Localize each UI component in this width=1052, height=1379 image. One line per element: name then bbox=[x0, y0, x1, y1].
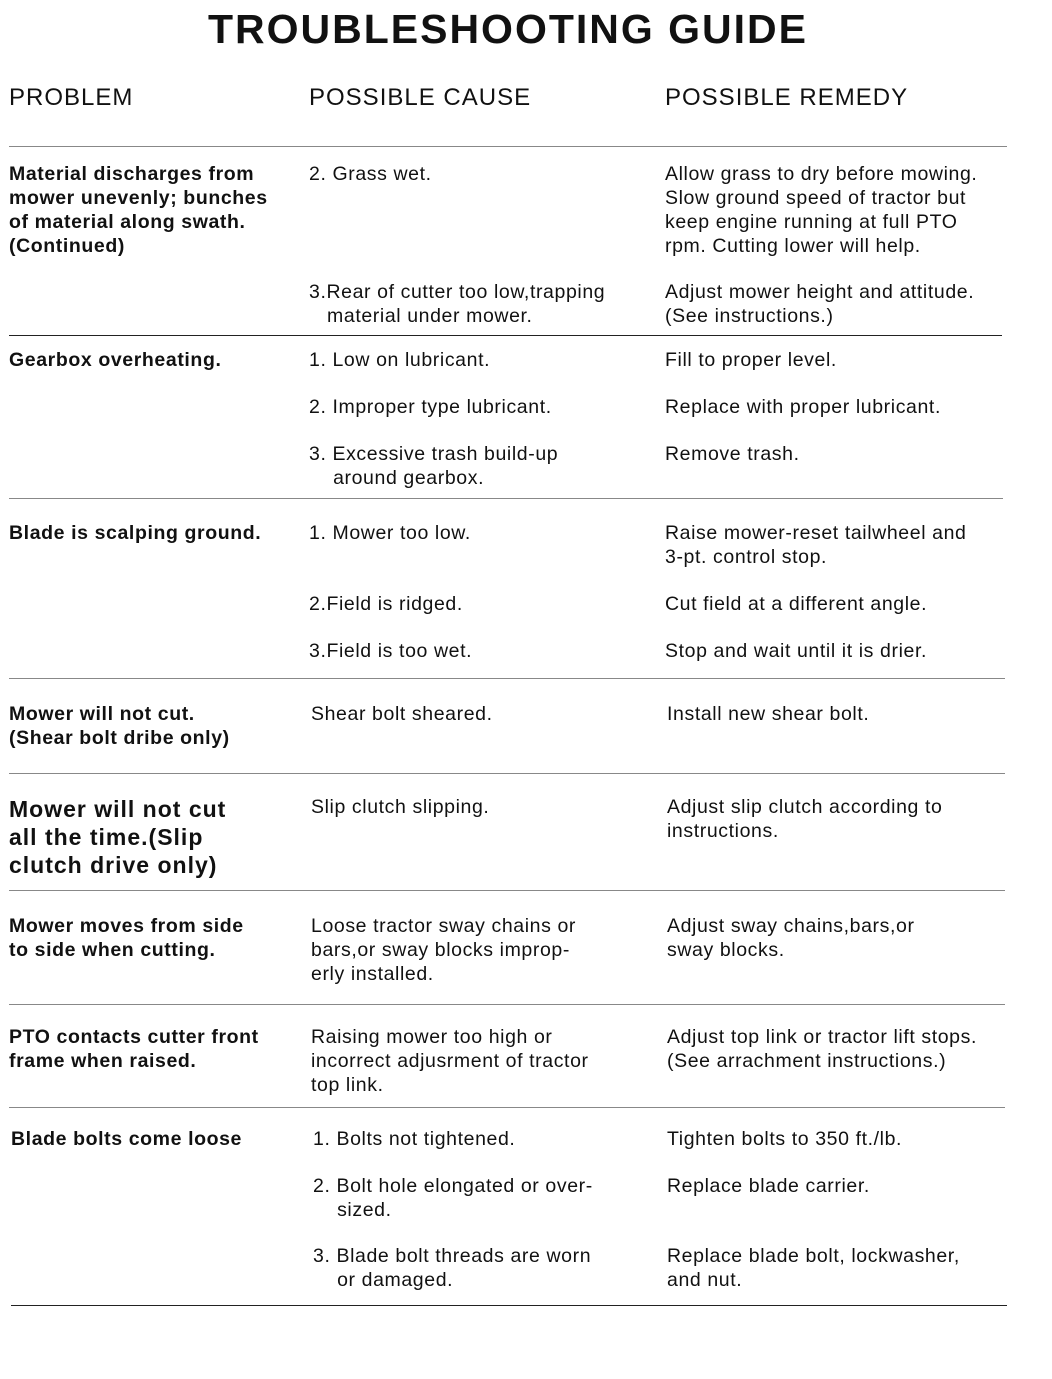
remedy-text: Adjust mower height and attitude. (See instructions.) bbox=[665, 281, 975, 327]
cause-text: 2. Grass wet. bbox=[309, 163, 432, 185]
remedy-text: Adjust slip clutch according to instructions. bbox=[667, 796, 943, 842]
problem-text: Gearbox overheating. bbox=[9, 349, 222, 371]
remedy-text: Replace with proper lubricant. bbox=[665, 396, 941, 418]
cause-text: 1. Mower too low. bbox=[309, 522, 471, 544]
remedy-text: Tighten bolts to 350 ft./lb. bbox=[667, 1128, 903, 1150]
column-header-remedy: POSSIBLE REMEDY bbox=[665, 84, 909, 111]
problem-text: Mower will not cut. (Shear bolt dribe only) bbox=[9, 703, 230, 749]
cause-text: 1. Low on lubricant. bbox=[309, 349, 491, 371]
remedy-text: Replace blade bolt, lockwasher, and nut. bbox=[667, 1245, 960, 1291]
header-divider bbox=[9, 146, 1007, 147]
column-header-problem: PROBLEM bbox=[9, 84, 134, 111]
cause-text: 2. Bolt hole elongated or over- sized. bbox=[313, 1175, 593, 1221]
problem-text: Blade bolts come loose bbox=[11, 1128, 243, 1150]
row-divider bbox=[9, 678, 1005, 679]
row-divider bbox=[9, 498, 1003, 499]
row-divider bbox=[9, 1004, 1005, 1005]
problem-text: Mower moves from side to side when cutting. bbox=[9, 915, 244, 961]
remedy-text: Adjust top link or tractor lift stops. (See arrachment instructions.) bbox=[667, 1026, 977, 1072]
problem-text: PTO contacts cutter front frame when raised. bbox=[9, 1026, 259, 1072]
cause-text: 1. Bolts not tightened. bbox=[313, 1128, 516, 1150]
cause-text: Raising mower too high or incorrect adjusrment of tractor top link. bbox=[311, 1026, 589, 1096]
page-title: TROUBLESHOOTING GUIDE bbox=[207, 6, 809, 52]
row-divider bbox=[9, 335, 1002, 336]
remedy-text: Allow grass to dry before mowing. Slow ground speed of tractor but keep engine running at full PTO rpm. Cutting lower will help. bbox=[665, 163, 978, 257]
cause-text: 3. Blade bolt threads are worn or damaged. bbox=[313, 1245, 592, 1291]
problem-text: Material discharges from mower unevenly; bunches of material along swath. (Continued) bbox=[9, 163, 268, 257]
remedy-text: Install new shear bolt. bbox=[667, 703, 870, 725]
column-header-cause: POSSIBLE CAUSE bbox=[309, 84, 532, 111]
remedy-text: Remove trash. bbox=[665, 443, 800, 465]
row-divider bbox=[9, 773, 1005, 774]
remedy-text: Cut field at a different angle. bbox=[665, 593, 928, 615]
cause-text: 3. Excessive trash build-up around gearbox. bbox=[309, 443, 559, 489]
row-divider bbox=[9, 890, 1005, 891]
remedy-text: Stop and wait until it is drier. bbox=[665, 640, 927, 662]
cause-text: 3.Rear of cutter too low,trapping material under mower. bbox=[309, 281, 606, 327]
problem-text: Blade is scalping ground. bbox=[9, 522, 262, 544]
remedy-text: Raise mower-reset tailwheel and 3-pt. control stop. bbox=[665, 522, 967, 568]
remedy-text: Replace blade carrier. bbox=[667, 1175, 870, 1197]
cause-text: Slip clutch slipping. bbox=[311, 796, 490, 818]
cause-text: 3.Field is too wet. bbox=[309, 640, 473, 662]
row-divider bbox=[9, 1107, 1005, 1108]
cause-text: Loose tractor sway chains or bars,or sway blocks improp- erly installed. bbox=[311, 915, 576, 985]
remedy-text: Fill to proper level. bbox=[665, 349, 837, 371]
cause-text: 2. Improper type lubricant. bbox=[309, 396, 552, 418]
remedy-text: Adjust sway chains,bars,or sway blocks. bbox=[667, 915, 915, 961]
row-divider bbox=[11, 1305, 1007, 1306]
problem-text: Mower will not cut all the time.(Slip clutch drive only) bbox=[9, 796, 227, 878]
cause-text: Shear bolt sheared. bbox=[311, 703, 493, 725]
cause-text: 2.Field is ridged. bbox=[309, 593, 463, 615]
